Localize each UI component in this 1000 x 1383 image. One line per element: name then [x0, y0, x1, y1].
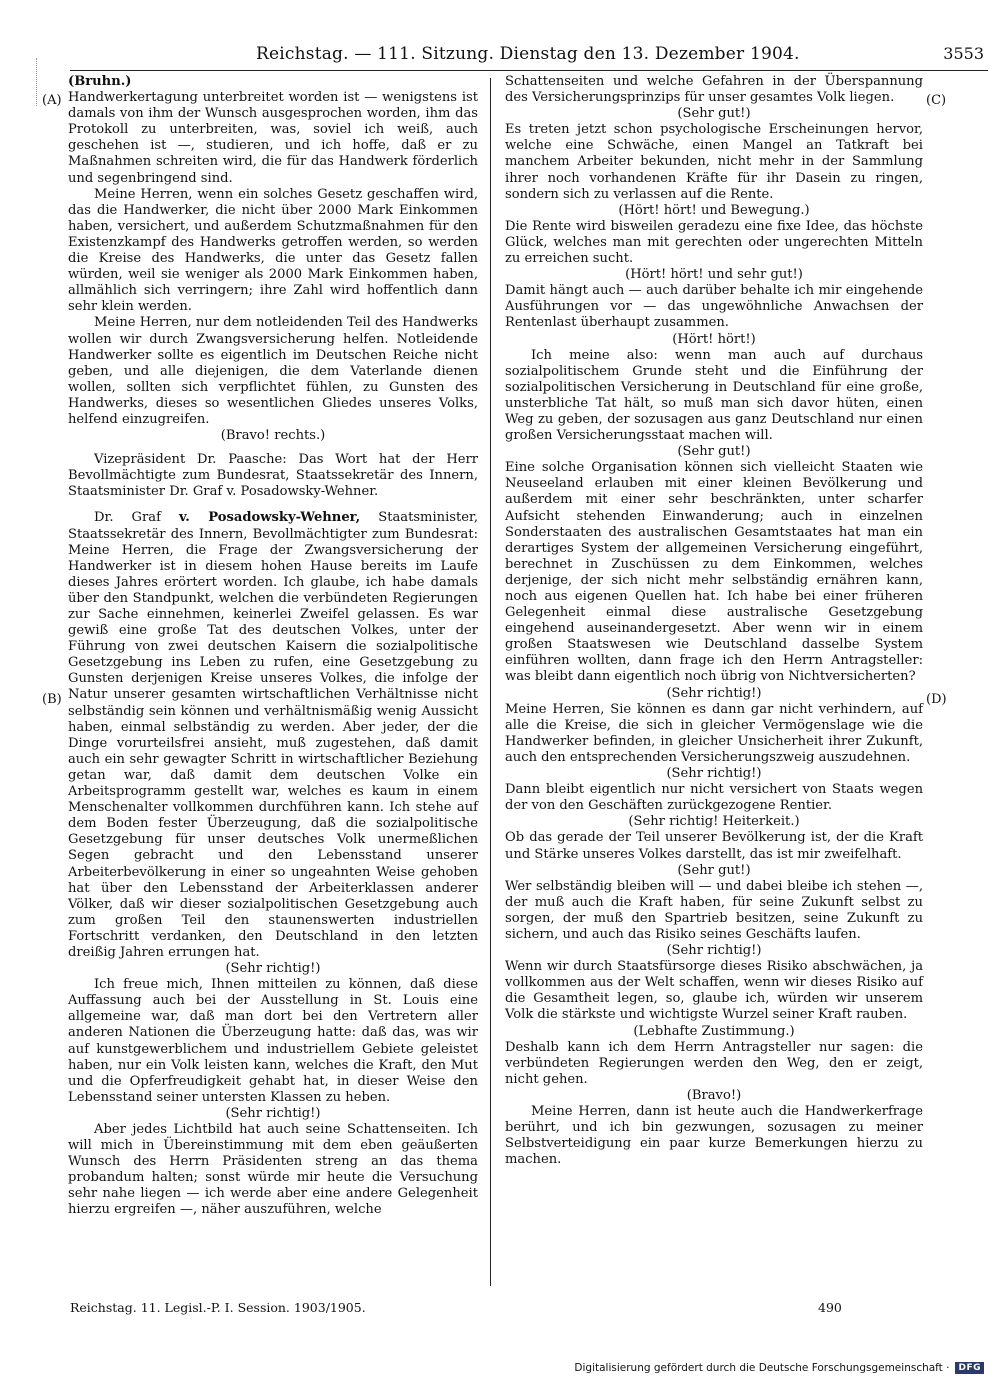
- paragraph: Meine Herren, nur dem notleidenden Teil des Handwerks wollen wir durch Zwangsversicherung helfen. Notleidende Handwerker sollte es eigentlich im Deutschen Reiche nicht geben, und alle diejenigen, die dem Vaterlande dienen wollen, sollten sich verpflichtet fühlen, zu Gunsten des Handwerks, dieses so wesentlichen Gliedes unseres Volks, helfend einzugreifen.: [68, 315, 478, 427]
- paragraph: Es treten jetzt schon psychologische Erscheinungen hervor, welche eine Schwäche, einen Mangel an Tatkraft bei manchem Arbeiter bekunden, nicht mehr in der Sammlung ihrer noch vorhandenen Kräfte für ihr Dasein zu ringen, sondern sich zu verlassen auf die Rente.: [505, 122, 923, 202]
- running-title: Reichstag. — 111. Sitzung. Dienstag den 13. Dezember 1904.: [256, 44, 800, 64]
- footer-session-info: Reichstag. 11. Legisl.-P. I. Session. 1903/1905.: [70, 1300, 366, 1315]
- footer-sheet-number: 490: [818, 1300, 842, 1315]
- paragraph-text: Staatsminister, Staatssekretär des Innern, Bevollmächtigter zum Bundesrat: Meine Herren, die Frage der Zwangsversicherung der Handwerker ist in diesem hohen Hause bereits im Laufe dieses Jahres erörtert worden. Ich glaube, ich habe damals über den Standpunkt, welchen die verbündeten Regierungen zur Sache einnehmen, keinerlei Zweifel gelassen. Es war gewiß eine große Tat des deutschen Volkes, unter der Führung von zwei deutschen Kaisern die sozialpolitische Gesetzgebung ins Leben zu rufen, eine Gesetzgebung zu Gunsten derjenigen Kreise unseres Volkes, die infolge der Natur unserer gesamten wirtschaftlichen Verhältnisse nicht selbständig sein können und verhältnismäßig wenig Aussicht haben, einmal selbständig zu werden. Aber jeder, der die Dinge vorurteilsfrei ansieht, muß zugestehen, daß damit auch ein sehr gewagter Schritt in wirtschaftlicher Beziehung getan war, daß damit dem deutschen Volke ein Arbeitsprogramm gestellt war, welches es kaum in einem Menschenalter vollkommen durchführen kann. Ich stehe auf dem Boden fester Überzeugung, daß die sozialpolitische Gesetzgebung für unser deutsches Volk unermeßlichen Segen gebracht und den Lebensstand unserer Arbeiterbevölkerung in einer so ungeahnten Weise gehoben hat über den Lebensstand der Arbeiterklassen anderer Völker, daß wir dieser sozialpolitischen Gesetzgebung auch zum großen Teil den staunenswerten industriellen Fortschritt verdanken, den Deutschland in den letzten dreißig Jahren errungen hat.: [68, 510, 478, 960]
- paragraph: Ich freue mich, Ihnen mitteilen zu können, daß diese Auffassung auch bei der Ausstellung in St. Louis eine allgemeine war, daß man dort bei den Vertretern aller anderen Nationen die Überzeugung hatte: daß das, was wir auf kunstgewerblichem und industriellem Gebiete geleistet haben, nur ein Volk leisten kann, welches die Kraft, den Mut und die Opferfreudigkeit gehabt hat, in dieser Weise den Lebensstand seiner untersten Klassen zu heben.: [68, 977, 478, 1105]
- margin-mark-d: (D): [926, 692, 947, 707]
- margin-mark-b: (B): [42, 692, 62, 707]
- reaction: (Sehr richtig!): [666, 685, 762, 701]
- reaction: (Sehr richtig!): [666, 943, 762, 959]
- dfg-logo-icon: DFG: [955, 1362, 984, 1374]
- scan-margin-mark: [36, 58, 39, 106]
- reaction: (Sehr gut!): [677, 444, 751, 460]
- speaker-tag: (Bruhn.): [68, 74, 132, 89]
- reaction: (Hört! hört!): [672, 331, 756, 347]
- paragraph: Handwerkertagung unterbreitet worden ist — wenigstens ist damals von ihm der Wunsch ausgesprochen worden, ihm das Protokoll zu unterbreiten, was, soviel ich weiß, auch geschehen ist —, studieren, und ich hoffe, daß er zu Maßnahmen schreiten wird, die für das Handwerk förderlich und segenbringend sind.: [68, 90, 478, 186]
- reaction: (Sehr gut!): [677, 862, 751, 878]
- margin-mark-c: (C): [926, 93, 947, 108]
- paragraph: Damit hängt auch — auch darüber behalte ich mir eingehende Ausführungen vor — das ungewöhnliche Anwachsen der Rentenlast überhaupt zusammen.: [505, 283, 923, 331]
- paragraph: Meine Herren, wenn ein solches Gesetz geschaffen wird, das die Handwerker, die nicht über 2000 Mark Einkommen haben, versichert, und außerdem Schutzmaßnahmen für den Existenzkampf des Handwerks getroffen werden, so werden die Kreise des Handwerks, die unter das Gesetz fallen würden, weil sie weniger als 2000 Mark Einkommen haben, allmählich sich verringern; ihre Zahl wird hoffentlich dann sehr klein werden.: [68, 186, 478, 315]
- speaker-name: v. Posadowsky-Wehner,: [178, 510, 361, 526]
- page-number: 3553: [943, 44, 984, 63]
- speech-paragraph: [68, 510, 478, 961]
- digitization-credit: [574, 1362, 984, 1374]
- reaction: (Hört! hört! und sehr gut!): [625, 267, 803, 283]
- paragraph: Meine Herren, Sie können es dann gar nicht verhindern, auf alle die Kreise, die sich in gleicher Vermögenslage wie die Handwerker befinden, in gleicher Unsicherheit ihrer Zukunft, auch den entsprechenden Versicherungszweig auszudehnen.: [505, 701, 923, 765]
- paragraph-text: Das Wort hat der Herr Bevollmächtigte zum Bundesrat, Staatssekretär des Innern, Staatsminister Dr. Graf v. Posadowsky-Wehner.: [68, 452, 479, 500]
- left-column: [68, 74, 478, 1219]
- speaker-prefix: Dr. Graf: [94, 510, 179, 526]
- reaction: (Sehr richtig!): [225, 1105, 321, 1121]
- paragraph: Wer selbständig bleiben will — und dabei bleibe ich stehen —, der muß auch die Kraft haben, für seine Zukunft selbst zu sorgen, der muß den Spartrieb besitzen, seine Zukunft zu sichern, und auch das Risiko seines Geschäfts laufen.: [505, 878, 923, 942]
- reaction: (Sehr richtig!): [666, 766, 762, 782]
- paragraph: Deshalb kann ich dem Herrn Antragsteller nur sagen: die verbündeten Regierungen werden den Weg, den er zeigt, nicht gehen.: [505, 1039, 923, 1087]
- reaction: (Sehr richtig!): [225, 961, 321, 977]
- margin-mark-a: (A): [42, 93, 62, 108]
- reaction: (Bravo! rechts.): [220, 428, 326, 444]
- paragraph: Schattenseiten und welche Gefahren in der Überspannung des Versicherungsprinzips für unser gesamtes Volk liegen.: [505, 74, 923, 106]
- paragraph: Ob das gerade der Teil unserer Bevölkerung ist, der die Kraft und Stärke unseres Volkes darstellt, das ist mir zweifelhaft.: [505, 830, 923, 862]
- column-divider: [490, 78, 491, 1286]
- paragraph: Ich meine also: wenn man auch auf durchaus sozialpolitischem Grunde steht und die Einführung der sozialpolitischen Versicherung in Deutschland für eine große, unsterbliche Tat hält, so muß man sich davor hüten, einen Weg zu geben, der sozusagen aus ganz Deutschland nur einen großen Versicherungsstaat machen will.: [505, 347, 923, 444]
- paragraph: Aber jedes Lichtbild hat auch seine Schattenseiten. Ich will mich in Übereinstimmung mit dem eben geäußerten Wunsch des Herrn Präsidenten streng an das thema probandum halten; sonst würde mir heute die Versuchung sehr nahe liegen — ich werde aber eine andere Gelegenheit hierzu ergreifen —, näher auszuführen, welche: [68, 1122, 478, 1218]
- reaction: (Sehr richtig! Heiterkeit.): [628, 814, 800, 830]
- paragraph: Dann bleibt eigentlich nur nicht versichert von Staats wegen der von den Geschäften zurückgezogene Rentier.: [505, 782, 923, 814]
- vice-president-remark: [68, 452, 478, 500]
- speaker-name: Vizepräsident Dr. Paasche:: [94, 452, 287, 468]
- reaction: (Sehr gut!): [677, 106, 751, 122]
- reaction: (Bravo!): [686, 1087, 742, 1103]
- page-header: [70, 44, 988, 71]
- paragraph: Wenn wir durch Staatsfürsorge dieses Risiko abschwächen, ja vollkommen aus der Welt schaffen, wenn wir dieses Risiko auf die Gesamtheit legen, so, glaube ich, würden wir unserem Volk die stärkste und wichtigste Wurzel seiner Kraft rauben.: [505, 959, 923, 1023]
- reaction: (Lebhafte Zustimmung.): [633, 1023, 795, 1039]
- paragraph: Eine solche Organisation können sich vielleicht Staaten wie Neuseeland erlauben mit einer kleinen Bevölkerung und außerdem mit einer sehr beschränkten, unter scharfer Aufsicht stehenden Einwanderung; auch in einzelnen Sonderstaaten des australischen Gesamtstaates hat man ein derartiges System der allgemeinen Versicherung eingeführt, berechnet in Zuschüssen zu dem Einkommen, welches derjenige, der sich nicht mehr selbständig ernähren kann, noch aus eigenen Quellen hat. Ich habe bei einer früheren Gelegenheit einmal diese australische Gesetzgebung eingehend auseinandergesetzt. Aber wenn wir in einem großen Staatswesen wie Deutschland dasselbe System einführen wollten, dann frage ich den Herrn Antragsteller: was bleibt dann eigentlich noch übrig von Nichtversicherten?: [505, 460, 923, 685]
- reaction: (Hört! hört! und Bewegung.): [618, 202, 810, 218]
- credit-text: Digitalisierung gefördert durch die Deutsche Forschungsgemeinschaft ·: [574, 1362, 950, 1374]
- right-column: [505, 74, 923, 1168]
- paragraph: Die Rente wird bisweilen geradezu eine fixe Idee, das höchste Glück, welches man mit gerechten oder ungerechten Mitteln zu erreichen sucht.: [505, 218, 923, 267]
- paragraph: Meine Herren, dann ist heute auch die Handwerkerfrage berührt, und ich bin gezwungen, sozusagen zu meiner Selbstverteidigung ein paar kurze Bemerkungen hierzu zu machen.: [505, 1104, 923, 1168]
